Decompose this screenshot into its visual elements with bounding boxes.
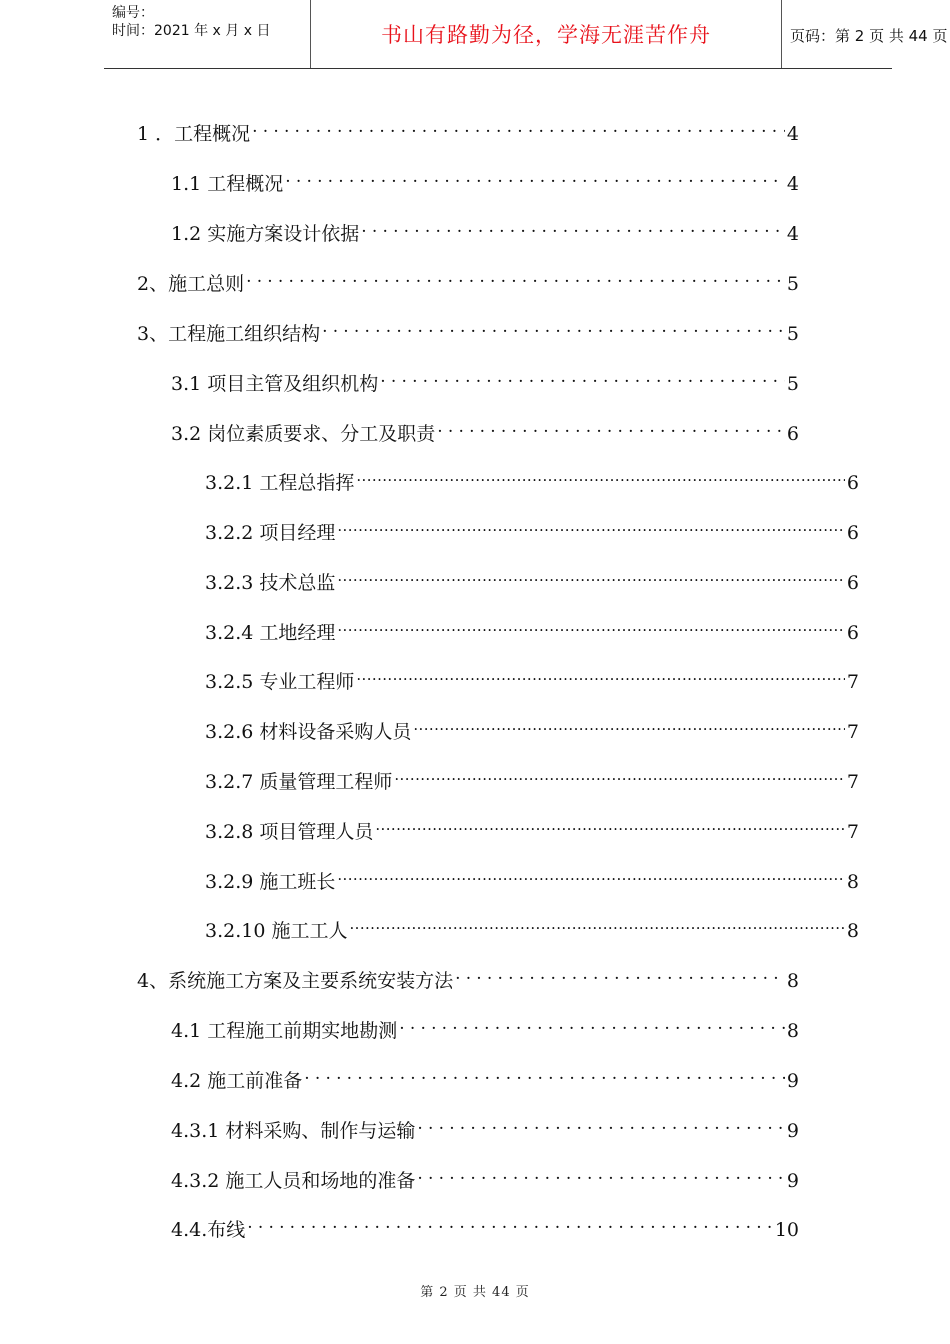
toc-entry-title: 3.2 岗位素质要求、分工及职责 <box>171 423 436 445</box>
toc-entry[interactable] <box>205 911 859 942</box>
toc-entry-title: 1.2 实施方案设计依据 <box>171 223 360 245</box>
toc-entry[interactable] <box>137 314 799 345</box>
toc-entry[interactable] <box>137 264 799 295</box>
toc-entry-title: 3.2.3 技术总监 <box>205 572 336 594</box>
toc-entry-title: 3.2.2 项目经理 <box>205 522 336 544</box>
toc-entry-title: 3.2.9 施工班长 <box>205 871 336 893</box>
toc-entry-title: 2、施工总则 <box>137 273 245 295</box>
toc-leader-dots <box>413 712 845 738</box>
toc-leader-dots <box>399 1011 785 1037</box>
toc-entry-page: 8 <box>846 871 859 893</box>
toc-entry-title: 3.2.8 项目管理人员 <box>205 821 374 843</box>
toc-leader-dots <box>337 563 845 589</box>
toc-leader-dots <box>437 414 785 440</box>
toc-entry-page: 7 <box>846 671 859 693</box>
toc-entry-page: 5 <box>786 323 799 345</box>
toc-entry[interactable] <box>171 1210 799 1241</box>
toc-leader-dots <box>417 1111 785 1137</box>
toc-entry-page: 8 <box>786 1020 799 1042</box>
toc-entry[interactable] <box>171 414 799 445</box>
toc-entry-title: 3.2.6 材料设备采购人员 <box>205 721 412 743</box>
toc-entry-page: 6 <box>846 622 859 644</box>
footer-page-number: 第 2 页 共 44 页 <box>420 1285 530 1300</box>
toc-entry-page: 8 <box>786 970 799 992</box>
toc-entry-title: 4.4.布线 <box>171 1219 246 1241</box>
toc-entry[interactable] <box>205 862 859 893</box>
header-number-label: 编号： <box>112 5 154 21</box>
toc-entry[interactable] <box>205 662 859 693</box>
toc-entry-page: 6 <box>846 572 859 594</box>
toc-entry[interactable] <box>205 613 859 644</box>
toc-leader-dots <box>361 214 785 240</box>
toc-leader-dots <box>380 364 785 390</box>
toc-entry-title: 4.1 工程施工前期实地勘测 <box>171 1020 398 1042</box>
toc-entry[interactable] <box>205 563 859 594</box>
toc-entry[interactable] <box>171 1061 799 1092</box>
toc-leader-dots <box>356 463 845 489</box>
toc-entry-page: 6 <box>786 423 799 445</box>
toc-entry-page: 7 <box>846 721 859 743</box>
header-page-info: 页码：第 2 页 共 44 页 <box>790 27 948 45</box>
toc-leader-dots <box>375 812 845 838</box>
toc-leader-dots <box>337 862 845 888</box>
toc-entry-page: 6 <box>846 472 859 494</box>
toc-entry-page: 4 <box>786 173 799 195</box>
toc-entry-title: 1.1 工程概况 <box>171 173 284 195</box>
toc-leader-dots <box>356 662 845 688</box>
toc-leader-dots <box>247 1210 773 1236</box>
toc-entry-page: 9 <box>786 1120 799 1142</box>
header-motto: 书山有路勤为径，学海无涯苦作舟 <box>310 0 782 68</box>
toc-entry-title: 3.2.1 工程总指挥 <box>205 472 355 494</box>
toc-entry-title: 3.2.5 专业工程师 <box>205 671 355 693</box>
toc-leader-dots <box>252 114 785 140</box>
toc-entry[interactable] <box>171 1161 799 1192</box>
toc-entry-title: 4.3.2 施工人员和场地的准备 <box>171 1170 416 1192</box>
toc-entry[interactable] <box>137 961 799 992</box>
toc-entry-title: 4、系统施工方案及主要系统安装方法 <box>137 970 454 992</box>
toc-entry-page: 8 <box>846 920 859 942</box>
toc-leader-dots <box>394 762 845 788</box>
toc-entry[interactable] <box>205 463 859 494</box>
toc-leader-dots <box>417 1161 785 1187</box>
toc-entry-title: 3.2.7 质量管理工程师 <box>205 771 393 793</box>
toc-entry-page: 10 <box>774 1219 799 1241</box>
toc-entry[interactable] <box>205 762 859 793</box>
toc-entry-title: 1 ．工程概况 <box>137 123 251 145</box>
toc-entry[interactable] <box>205 812 859 843</box>
toc-entry-title: 3、工程施工组织结构 <box>137 323 321 345</box>
toc-entry[interactable] <box>171 164 799 195</box>
toc-leader-dots <box>322 314 785 340</box>
toc-entry-page: 7 <box>846 771 859 793</box>
page-footer <box>0 1281 950 1300</box>
toc-entry-page: 6 <box>846 522 859 544</box>
toc-entry[interactable] <box>171 364 799 395</box>
toc-leader-dots <box>285 164 785 190</box>
toc-entry-title: 3.2.4 工地经理 <box>205 622 336 644</box>
toc-leader-dots <box>337 613 845 639</box>
toc-entry-page: 4 <box>786 223 799 245</box>
toc-entry[interactable] <box>137 114 799 145</box>
toc-entry[interactable] <box>205 513 859 544</box>
toc-entry[interactable] <box>171 1111 799 1142</box>
toc-entry-title: 3.2.10 施工工人 <box>205 920 348 942</box>
toc-leader-dots <box>455 961 785 987</box>
toc-leader-dots <box>304 1061 785 1087</box>
header-time-label: 时间：2021 年 x 月 x 日 <box>112 23 271 39</box>
toc-entry-page: 5 <box>786 273 799 295</box>
toc-entry-page: 9 <box>786 1170 799 1192</box>
toc-leader-dots <box>246 264 785 290</box>
toc-entry-title: 4.3.1 材料采购、制作与运输 <box>171 1120 416 1142</box>
toc-entry-title: 4.2 施工前准备 <box>171 1070 303 1092</box>
toc-leader-dots <box>337 513 845 539</box>
toc-entry[interactable] <box>205 712 859 743</box>
toc-leader-dots <box>349 911 844 937</box>
toc-entry-page: 7 <box>846 821 859 843</box>
toc-entry-page: 5 <box>786 373 799 395</box>
toc-entry[interactable] <box>171 1011 799 1042</box>
toc-entry-title: 3.1 项目主管及组织机构 <box>171 373 379 395</box>
toc-entry-page: 9 <box>786 1070 799 1092</box>
toc-entry-page: 4 <box>786 123 799 145</box>
toc-entry[interactable] <box>171 214 799 245</box>
